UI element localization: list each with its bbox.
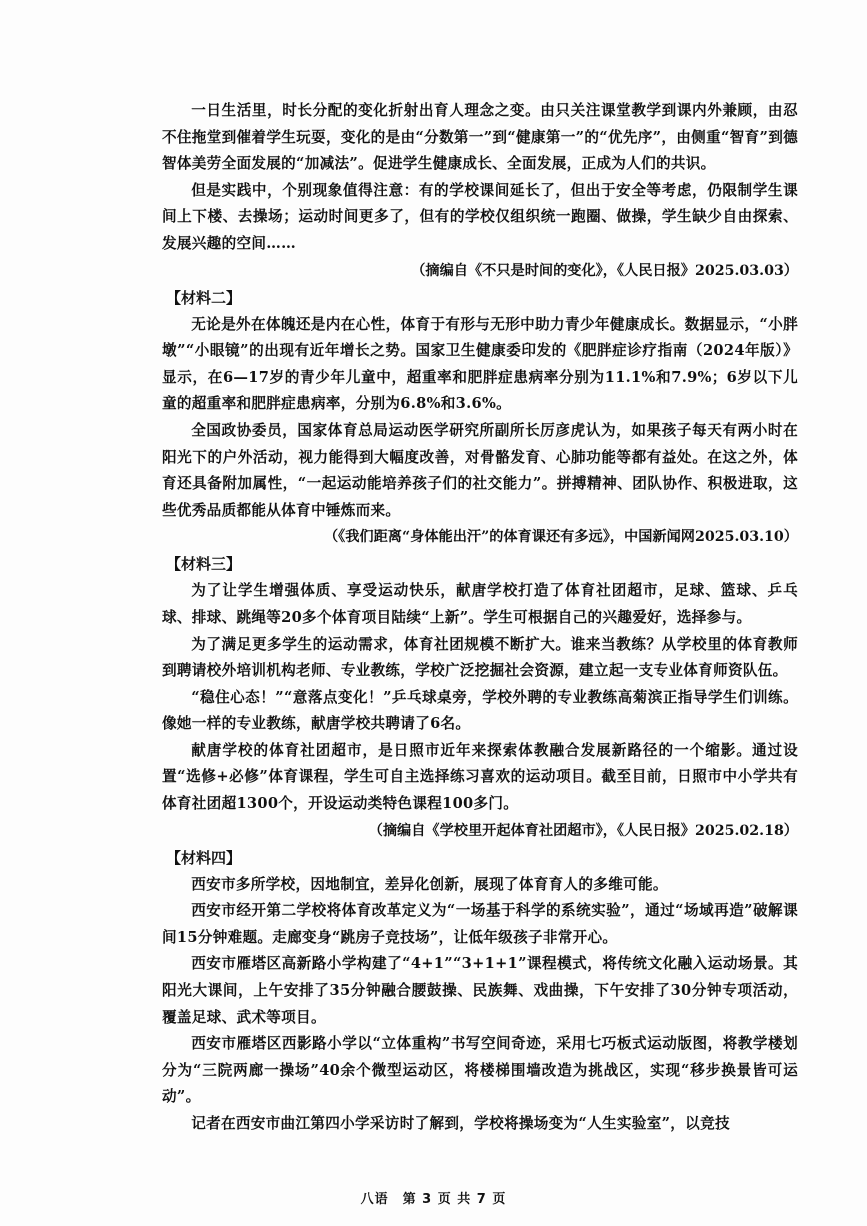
intro-source: （摘编自《不只是时间的变化》，《人民日报》2025.03.03） xyxy=(411,262,798,279)
intro-paragraph-2: 但是实践中，个别现象值得注意：有的学校课间延长了，但出于安全等考虑，仍限制学生课间上下楼、去操场；运动时间更多了，但有的学校仅组织统一跑圈、做操，学生缺少自由探索、发展兴趣的空间…… xyxy=(162,181,798,252)
page-footer: 八语 第 3 页 共 7 页 xyxy=(360,1192,507,1207)
material-2-paragraph-2: 全国政协委员，国家体育总局运动医学研究所副所长厉彦虎认为，如果孩子每天有两小时在阳光下的户外活动，视力能得到大幅度改善，对骨骼发育、心肺功能等都有益处。在这之外，体育还具备附加属性，“一起运动能培养孩子们的社交能力”。拼搏精神、团队协作、积极进取，这些优秀品质都能从体育中锤炼而来。 xyxy=(162,421,798,519)
material-4-paragraph-1: 西安市多所学校，因地制宜，差异化创新，展现了体育育人的多维可能。 xyxy=(191,875,668,893)
material-3-paragraph-2: 为了满足更多学生的运动需求，体育社团规模不断扩大。谁来当教练？从学校里的体育教师到聘请校外培训机构老师、专业教练，学校广泛挖掘社会资源，建立起一支专业体育师资队伍。 xyxy=(162,635,798,680)
material-4-paragraph-3: 西安市雁塔区高新路小学构建了“4+1”“3+1+1”课程模式，将传统文化融入运动场景。其阳光大课间，上午安排了35分钟融合腰鼓操、民族舞、戏曲操，下午安排了30分钟专项活动，覆盖足球、武术等项目。 xyxy=(162,955,798,1026)
material-4-paragraph-5: 记者在西安市曲江第四小学采访时了解到，学校将操场变为“人生实验室”，以竞技 xyxy=(191,1115,730,1132)
intro-paragraph-1: 一日生活里，时长分配的变化折射出育人理念之变。由只关注课堂教学到课内外兼顾，由忍不住拖堂到催着学生玩耍，变化的是由“分数第一”到“健康第一”的“优先序”，由侧重“智育”到德智体美劳全面发展的“加减法”。促进学生健康成长、全面发展，正成为人们的共识。 xyxy=(162,102,798,173)
material-2-source: （《我们距离“身体能出汗”的体育课还有多远》，中国新闻网2025.03.10） xyxy=(323,529,798,546)
material-3-heading: 【材料三】 xyxy=(166,555,242,574)
material-3-paragraph-1: 为了让学生增强体质、享受运动快乐，献唐学校打造了体育社团超市，足球、篮球、乒乓球、排球、跳绳等20多个体育项目陆续“上新”。学生可根据自己的兴趣爱好，选择参与。 xyxy=(162,582,798,626)
document-body xyxy=(162,98,798,1138)
material-2-heading: 【材料二】 xyxy=(166,288,242,307)
material-4-heading: 【材料四】 xyxy=(166,848,242,867)
material-3-paragraph-3: “稳住心态！”“意落点变化！”乒乓球桌旁，学校外聘的专业教练高菊滨正指导学生们训练。像她一样的专业教练，献唐学校共聘请了6名。 xyxy=(162,688,798,733)
material-4-paragraph-4: 西安市雁塔区西影路小学以“立体重构”书写空间奇迹，采用七巧板式运动版图，将教学楼划分为“三院两廊一操场”40余个微型运动区，将楼梯围墙改造为挑战区，实现“移步换景皆可运动”。 xyxy=(162,1035,798,1106)
material-3-paragraph-4: 献唐学校的体育社团超市，是日照市近年来探索体教融合发展新路径的一个缩影。通过设置“选修+必修”体育课程，学生可自主选择练习喜欢的运动项目。截至目前，日照市中小学共有体育社团超1300个，开设运动类特色课程100多门。 xyxy=(162,741,798,813)
material-4-paragraph-2: 西安市经开第二学校将体育改革定义为“一场基于科学的系统实验”，通过“场域再造”破解课间15分钟难题。走廊变身“跳房子竞技场”，让低年级孩子非常开心。 xyxy=(162,902,798,946)
material-3-source: （摘编自《学校里开起体育社团超市》，《人民日报》2025.02.18） xyxy=(368,822,798,839)
material-2-paragraph-1: 无论是外在体魄还是内在心性，体育于有形与无形中助力青少年健康成长。数据显示，“小胖墩”“小眼镜”的出现有近年增长之势。国家卫生健康委印发的《肥胖症诊疗指南（2024年版）》显示，在6—17岁的青少年儿童中，超重率和肥胖症患病率分别为11.1%和7.9%；6岁以下儿童的超重率和肥胖症患病率，分别为6.8%和3.6%。 xyxy=(162,315,798,413)
